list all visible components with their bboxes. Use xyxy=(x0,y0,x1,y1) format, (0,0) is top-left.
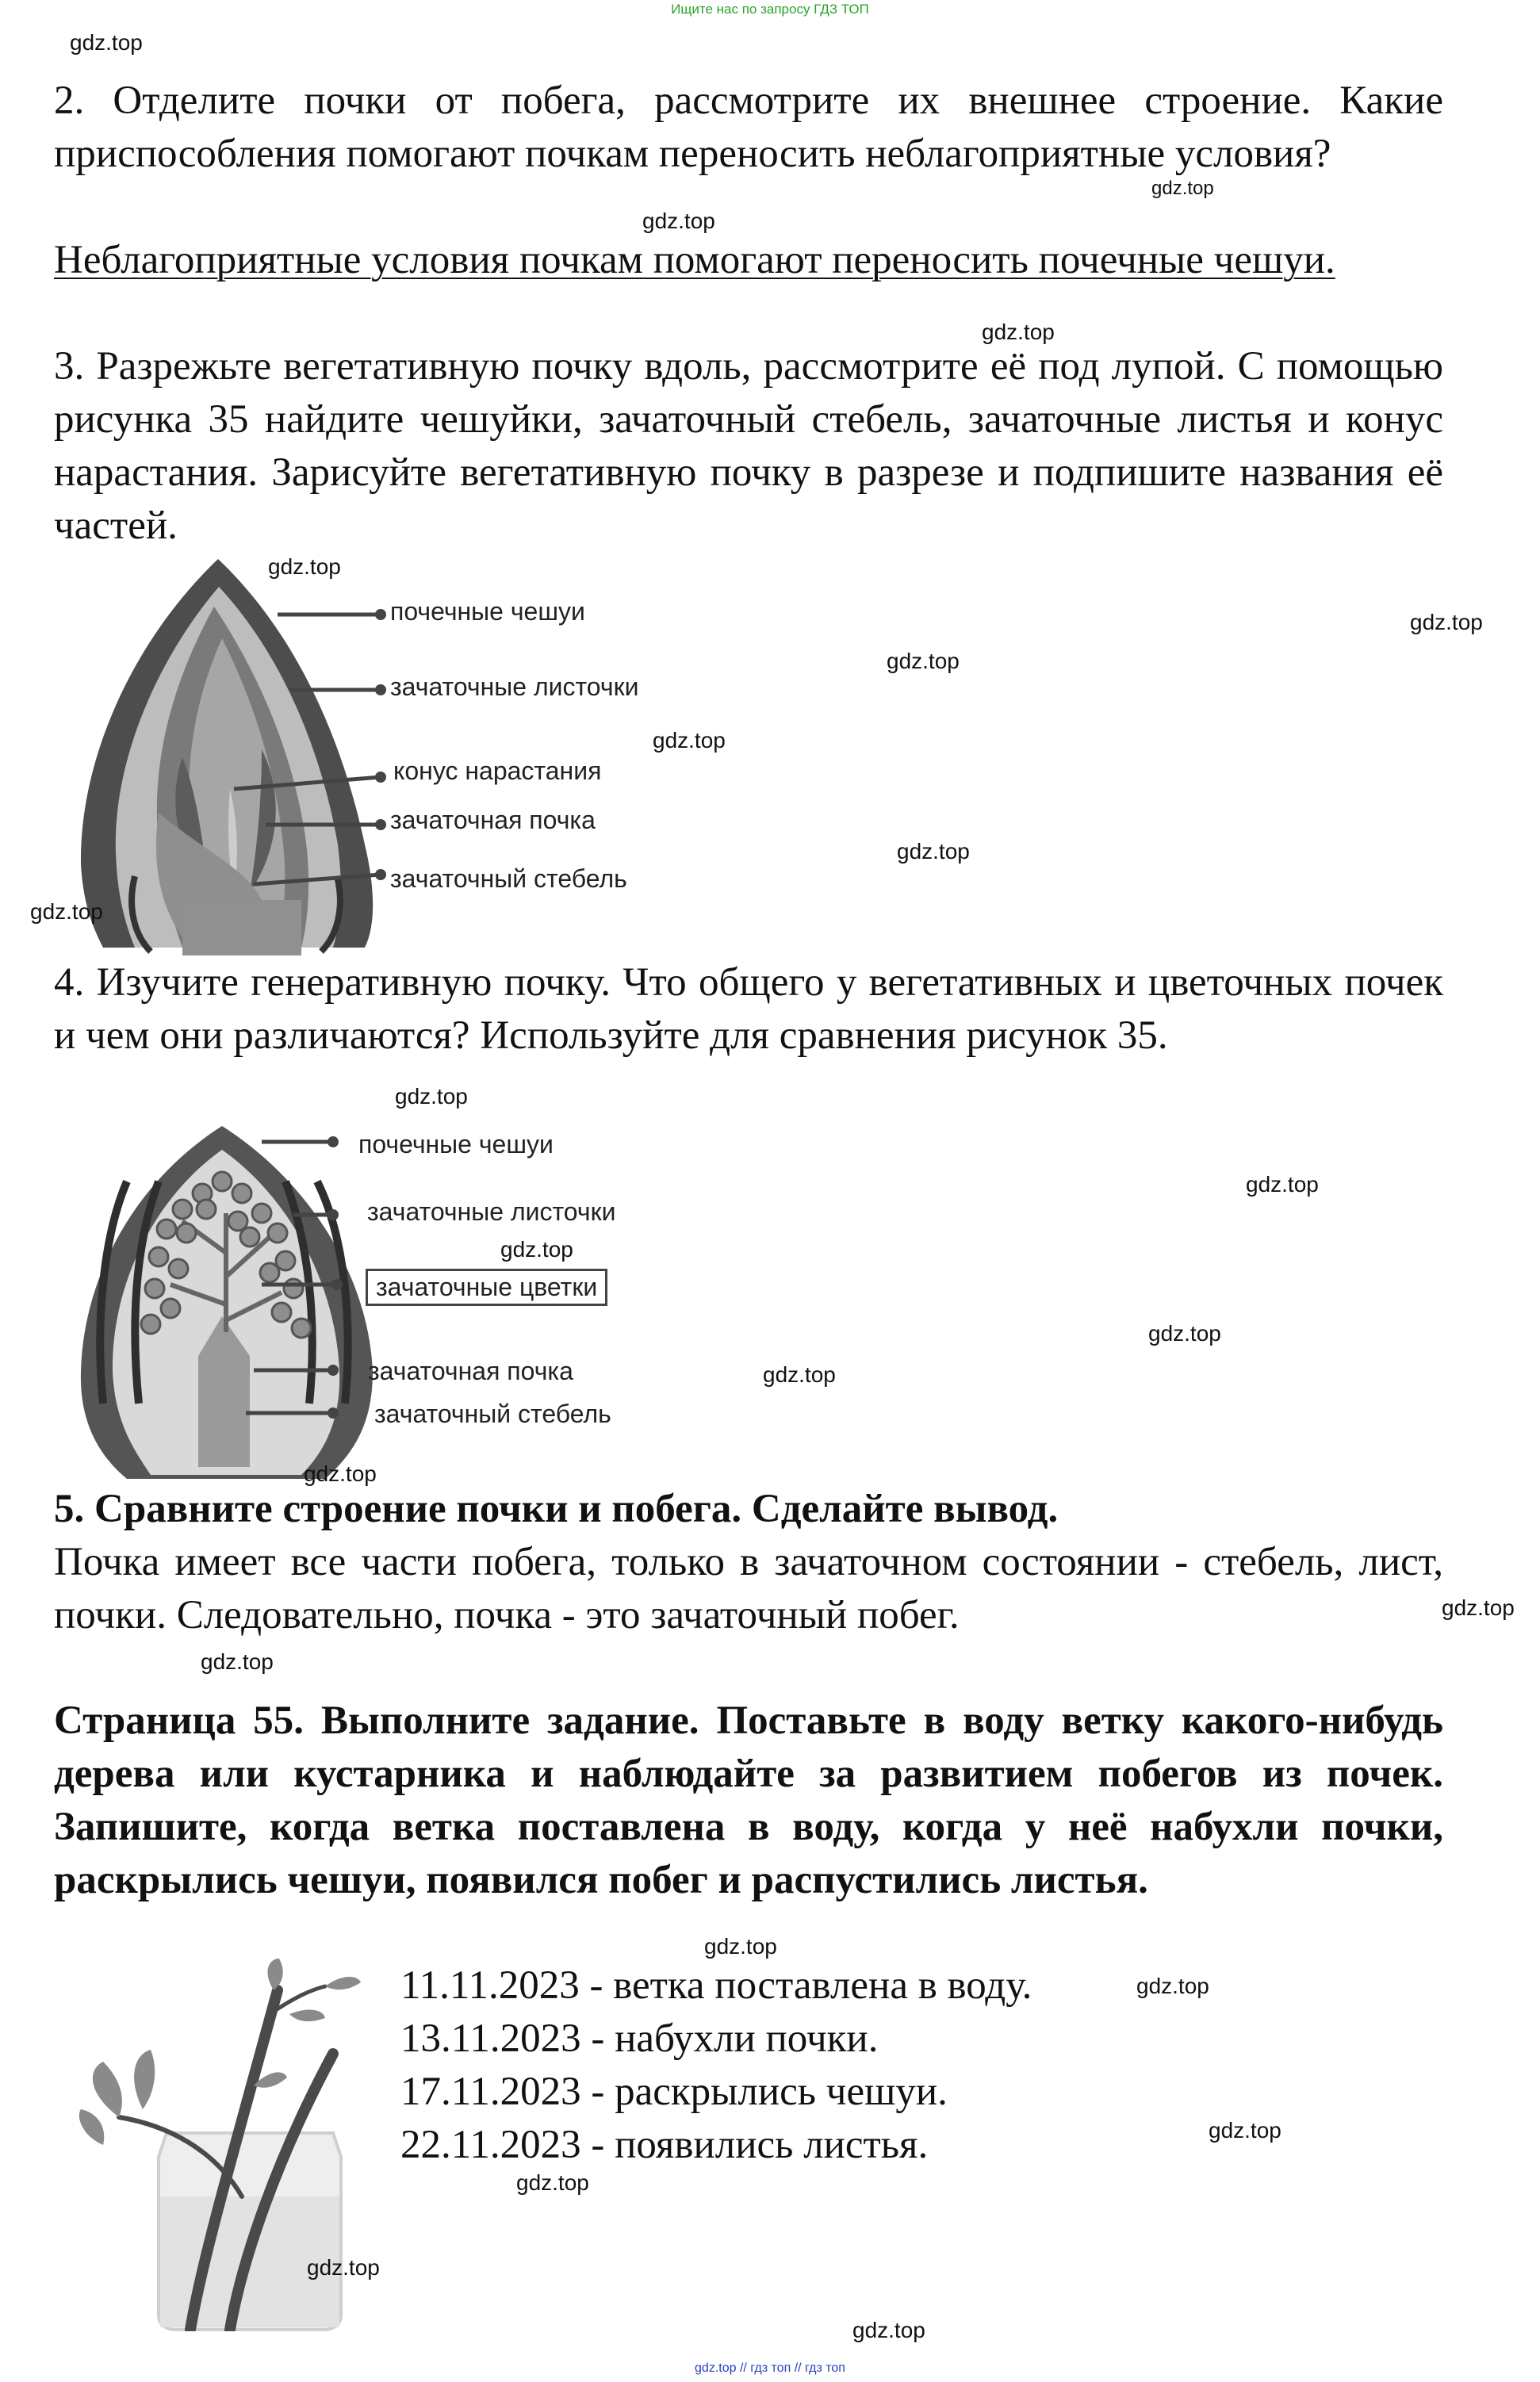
gen-label-flowers: зачаточные цветки xyxy=(366,1269,607,1306)
watermark-text: gdz.top xyxy=(1136,1974,1209,1998)
task5-answer: Почка имеет все части побега, только в зачаточном состоянии - стебель, лист, почки. Следовательно, почка - это зачаточный побег. xyxy=(54,1540,1443,1637)
watermark-text: gdz.top xyxy=(642,209,715,233)
watermark-text: gdz.top xyxy=(30,899,103,924)
watermark-text: gdz.top xyxy=(395,1084,468,1109)
diary-entry: 17.11.2023 - раскрылись чешуи. xyxy=(400,2070,948,2114)
task2-answer: Неблагоприятные условия почкам помогают переносить почечные чешуи. xyxy=(54,238,1335,282)
task3-question: 3. Разрежьте вегетативную почку вдоль, рассмотрите её под лупой. С помощью рисунка 35 найдите чешуйки, зачаточный стебель, зачаточные листья и конус нарастания. Зарисуйте вегетативную почку в разрезе и подпишите названия её частей. xyxy=(54,344,1443,548)
watermark-text: gdz.top xyxy=(1246,1172,1319,1197)
watermark-text: gdz.top xyxy=(653,728,726,753)
task2-question: 2. Отделите почки от побега, рассмотрите их внешнее строение. Какие приспособления помогают почкам переносить неблагоприятные условия? xyxy=(54,79,1443,176)
footer-links[interactable]: gdz.top // гдз топ // гдз топ xyxy=(695,2361,845,2375)
watermark-text: gdz.top xyxy=(516,2170,589,2195)
vegetative-bud-pointer-dots xyxy=(375,609,386,880)
watermark-text: gdz.top xyxy=(763,1362,836,1387)
diary-entry: 11.11.2023 - ветка поставлена в воду. xyxy=(400,1963,1032,2008)
page55-heading: Страница 55. Выполните задание. Поставьте в воду ветку какого-нибудь дерева или кустарника и наблюдайте за развитием побегов из почек. Запишите, когда ветка поставлена в воду, когда у неё набухли почки, раскрылись чешуи, появился побег и распустились листья. xyxy=(54,1698,1443,1902)
watermark-text: gdz.top xyxy=(1148,1321,1221,1346)
diary-entry: 13.11.2023 - набухли почки. xyxy=(400,2016,879,2061)
veg-label-stem: зачаточный стебель xyxy=(390,864,627,893)
watermark-text: gdz.top xyxy=(500,1237,573,1262)
task4-question: 4. Изучите генеративную почку. Что общего у вегетативных и цветочных почек и чем они различаются? Используйте для сравнения рисунок 35. xyxy=(54,960,1443,1058)
top-search-link[interactable]: Ищите нас по запросу ГДЗ ТОП xyxy=(671,2,869,17)
veg-label-growth-cone: конус нарастания xyxy=(393,756,602,785)
gen-label-leaves: зачаточные листочки xyxy=(367,1197,616,1226)
watermark-text: gdz.top xyxy=(897,839,970,864)
watermark-text: gdz.top xyxy=(268,554,341,579)
watermark-text: gdz.top xyxy=(704,1934,777,1959)
watermark-text: gdz.top xyxy=(887,649,960,673)
watermark-text: gdz.top xyxy=(70,30,143,55)
watermark-text: gdz.top xyxy=(852,2318,925,2342)
watermark-text: gdz.top xyxy=(1442,1595,1515,1620)
gen-label-scales: почечные чешуи xyxy=(358,1130,554,1158)
veg-label-leaves: зачаточные листочки xyxy=(390,672,639,701)
gen-label-bud: зачаточная почка xyxy=(368,1357,573,1385)
watermark-text: gdz.top xyxy=(1209,2118,1281,2143)
veg-label-scales: почечные чешуи xyxy=(390,597,585,626)
veg-label-bud: зачаточная почка xyxy=(390,806,596,834)
watermark-text: gdz.top xyxy=(307,2255,380,2280)
watermark-text: gdz.top xyxy=(982,320,1055,344)
task5-heading: 5. Сравните строение почки и побега. Сделайте вывод. xyxy=(54,1487,1059,1531)
watermark-text: gdz.top xyxy=(304,1461,377,1486)
watermark-text: gdz.top xyxy=(1151,178,1214,199)
watermark-text: gdz.top xyxy=(1410,610,1483,634)
watermark-text: gdz.top xyxy=(201,1649,274,1674)
gen-label-stem: зачаточный стебель xyxy=(374,1400,611,1428)
diary-entry: 22.11.2023 - появились листья. xyxy=(400,2123,929,2167)
vegetative-bud-drawing xyxy=(81,559,373,955)
